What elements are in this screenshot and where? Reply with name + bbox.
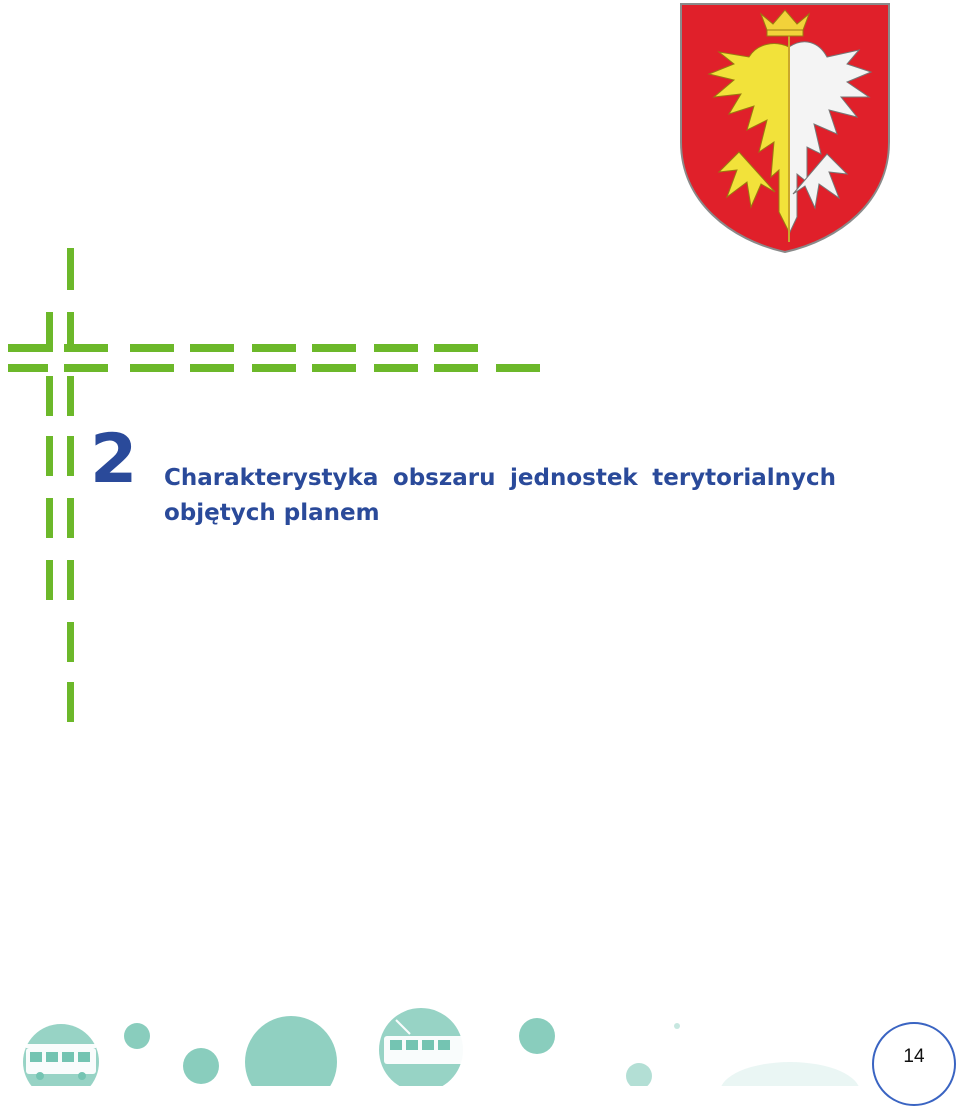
chapter-title-word: terytorialnych — [652, 465, 836, 491]
page-number: 14 — [903, 1046, 925, 1067]
chapter-number: 2 — [90, 420, 136, 499]
chapter-title-line-1 — [164, 461, 836, 496]
page-number-badge — [872, 1022, 956, 1106]
chapter-title-line-2: objętych planem — [164, 500, 380, 526]
coat-of-arms-icon — [679, 2, 891, 254]
chapter-title — [164, 461, 836, 531]
footer-decoration — [0, 1000, 860, 1090]
chapter-title-word: Charakterystyka — [164, 465, 379, 491]
chapter-title-word: jednostek — [510, 465, 638, 491]
chapter-title-word: obszaru — [392, 465, 496, 491]
